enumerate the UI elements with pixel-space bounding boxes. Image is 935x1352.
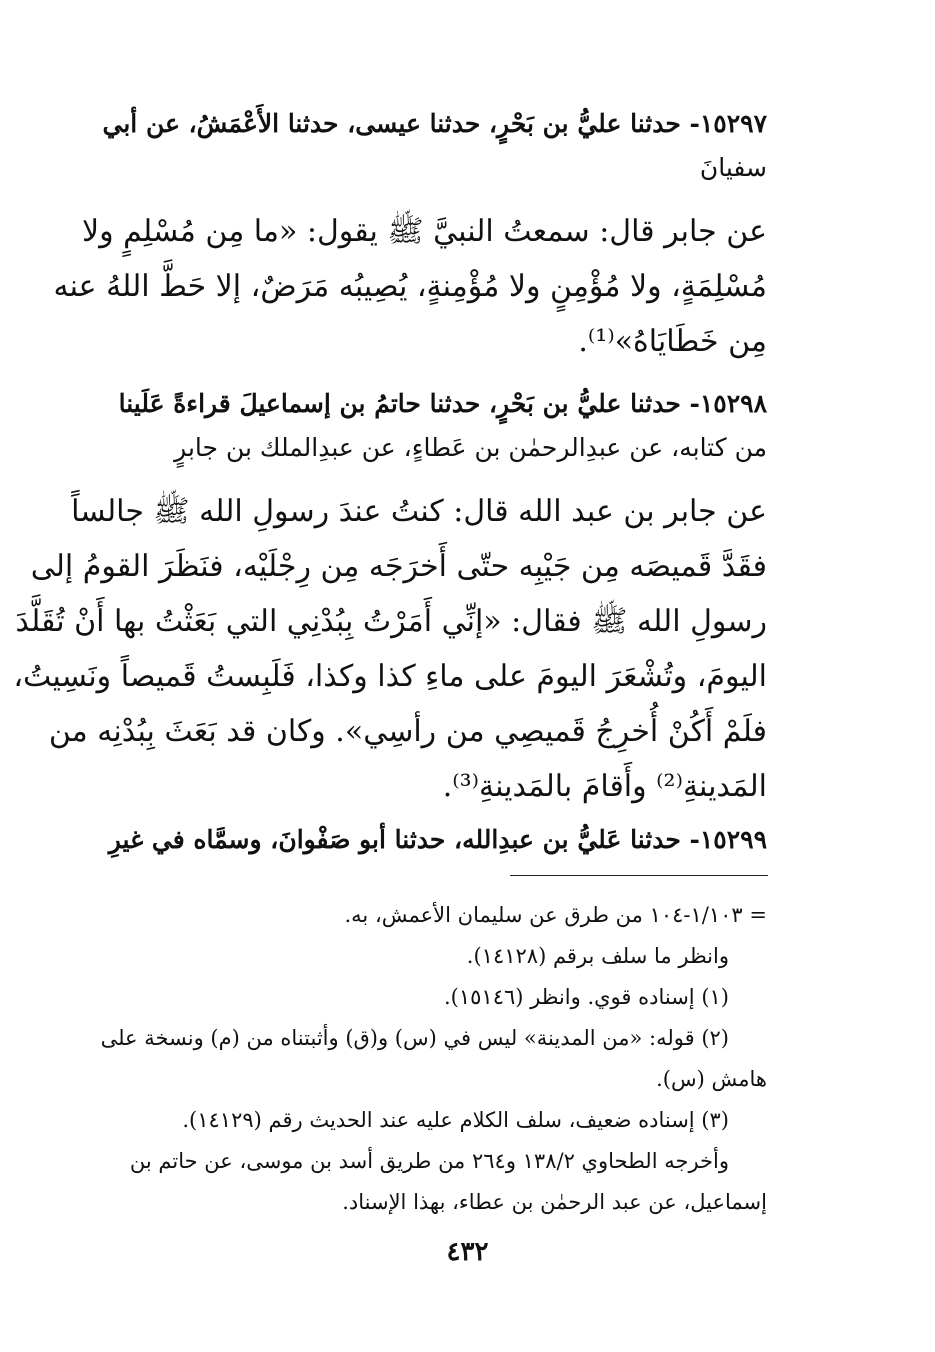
- hadith-15299-isnad: [67, 818, 767, 862]
- matn-line: عن جابر قال: سمعتُ النبيَّ ﷺ يقول: «ما مِن مُسْلِمٍ ولا: [81, 214, 767, 249]
- matn-line: فقَدَّ قَميصَه مِن جَيْبِه حتّى أَخرَجَه مِن رِجْلَيْه، فنَظَرَ القومُ إلى: [30, 549, 767, 584]
- footnote-line: وأخرجه الطحاوي ١٣٨/٢ و٢٦٤ من طريق أسد بن موسى، عن حاتم بن: [129, 1149, 729, 1173]
- matn-line: اليومَ، وتُشْعَرَ اليومَ على ماءِ كذا وكذا، فَلَبِستُ قَميصاً ونَسِيتُ،: [13, 659, 767, 694]
- isnad-line: ١٥٢٩٩- حدثنا عَليُّ بن عبدِالله، حدثنا أبو صَفْوانَ، وسمَّاه في غيرِ: [108, 825, 767, 854]
- matn-line: المَدينةِ⁽²⁾ وأَقامَ بالمَدينةِ⁽³⁾.: [442, 769, 767, 804]
- matn-line: فلَمْ أَكُنْ أُخرِجُ قَميصِي من رأسِي». وكان قد بَعَثَ بِبُدْنِه من: [48, 714, 767, 749]
- isnad-line: ١٥٢٩٧- حدثنا عليُّ بن بَحْرٍ، حدثنا عيسى، حدثنا الأَعْمَشُ، عن أبي: [102, 109, 767, 138]
- footnote-line: (١) إسناده قوي. وانظر (١٥١٤٦).: [443, 985, 729, 1009]
- footnote-line: وانظر ما سلف برقم (١٤١٢٨).: [466, 944, 729, 968]
- hadith-15297-matn: [53, 204, 767, 369]
- footnote-separator: [510, 875, 768, 876]
- isnad-line: ١٥٢٩٨- حدثنا عليُّ بن بَحْرٍ، حدثنا حاتمُ بن إسماعيلَ قراءةً عَلَينا: [118, 389, 767, 418]
- footnote-line: = ١/١٠٣-١٠٤ من طرق عن سليمان الأعمش، به.: [344, 903, 767, 927]
- matn-line: رسولِ الله ﷺ فقال: «إنِّي أَمَرْتُ بِبُدْنِي التي بَعَثْتُ بها أَنْ تُقَلَّدَ: [15, 604, 767, 639]
- hadith-15297-isnad: [67, 102, 767, 190]
- footnote-line: (٣) إسناده ضعيف، سلف الكلام عليه عند الحديث رقم (١٤١٢٩).: [182, 1108, 729, 1132]
- footnotes: [52, 895, 767, 1223]
- hadith-15298-isnad: [67, 382, 767, 470]
- matn-line: مُسْلِمَةٍ، ولا مُؤْمِنٍ ولا مُؤْمِنةٍ، يُصِيبُه مَرَضٌ، إلا حَطَّ اللهُ عنه: [53, 269, 767, 304]
- isnad-line: من كتابه، عن عبدِالرحمٰن بن عَطاءٍ، عن عبدِالملك بن جابرٍ: [174, 433, 767, 462]
- footnote-line: (٢) قوله: «من المدينة» ليس في (س) و(ق) وأثبتناه من (م) ونسخة على: [100, 1026, 729, 1050]
- page-number: ٤٣٢: [446, 1237, 489, 1267]
- matn-line: عن جابر بن عبد الله قال: كنتُ عندَ رسولِ الله ﷺ جالساً: [71, 494, 767, 529]
- footnote-line: إسماعيل، عن عبد الرحمٰن بن عطاء، بهذا الإسناد.: [342, 1190, 767, 1214]
- hadith-15298-matn: [13, 484, 767, 814]
- footnote-line: هامش (س).: [656, 1067, 767, 1091]
- isnad-line: سفيانَ: [699, 153, 767, 182]
- matn-line: مِن خَطَايَاهُ»⁽¹⁾.: [578, 324, 767, 359]
